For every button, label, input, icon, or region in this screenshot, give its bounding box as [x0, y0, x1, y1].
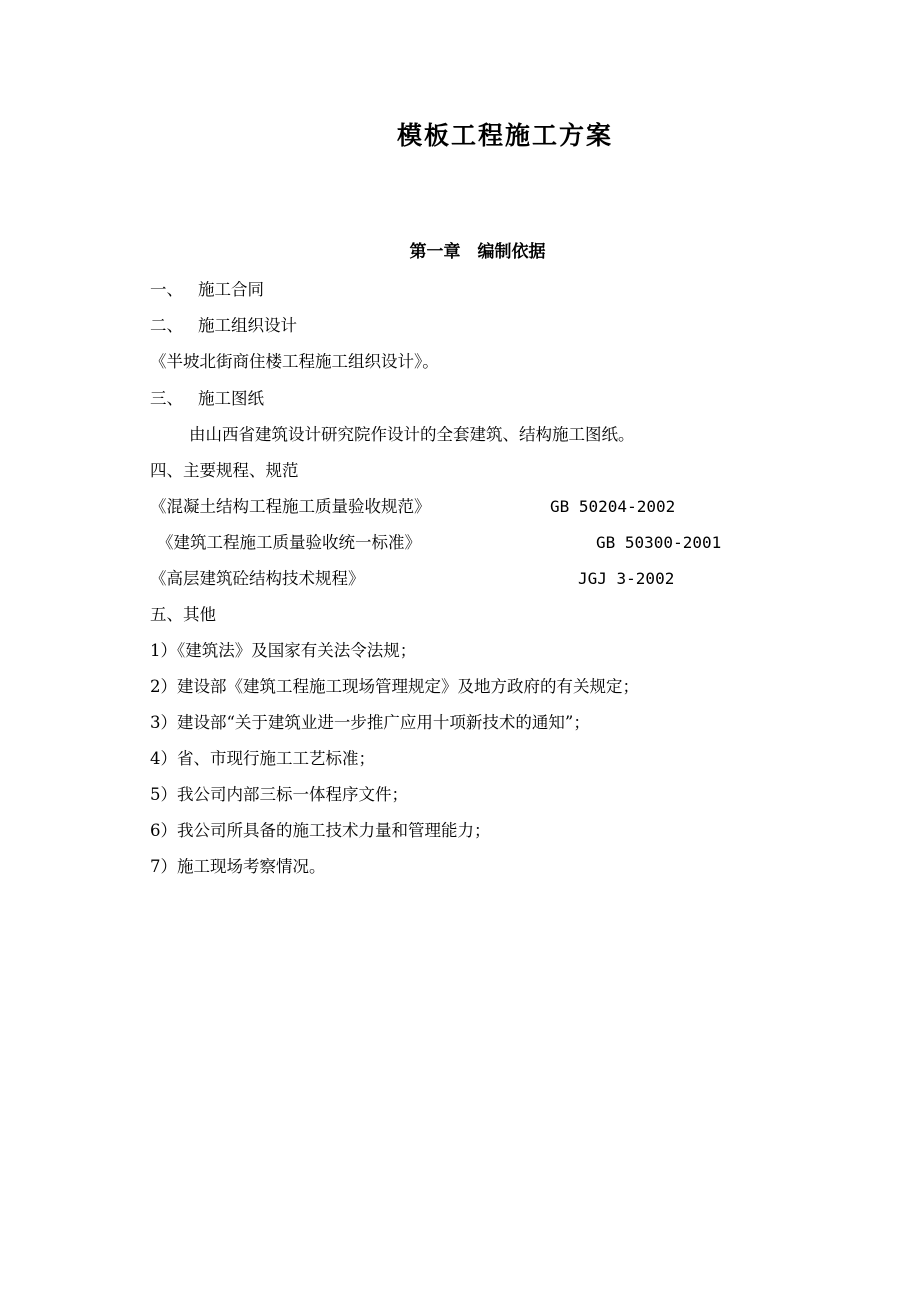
other-item: 4）省、市现行施工工艺标准； — [150, 749, 375, 768]
chapter-heading: 第一章 编制依据 — [409, 242, 546, 262]
standard-code: GB 50300-2001 — [596, 533, 722, 552]
standard-name: 《建筑工程施工质量验收统一标准》 — [157, 533, 421, 552]
section-4: 四、主要规程、规范 — [150, 461, 299, 480]
other-item: 2）建设部《建筑工程施工现场管理规定》及地方政府的有关规定； — [150, 677, 639, 696]
section-2-label: 施工组织设计 — [198, 316, 297, 335]
section-3-body: 由山西省建筑设计研究院作设计的全套建筑、结构施工图纸。 — [189, 425, 635, 444]
standard-code: GB 50204-2002 — [550, 497, 676, 516]
other-item: 1）《建筑法》及国家有关法令法规； — [150, 641, 417, 660]
section-1 — [150, 279, 264, 301]
standard-name: 《混凝土结构工程施工质量验收规范》 — [150, 497, 431, 516]
section-3-number: 三、 — [150, 389, 183, 408]
section-3 — [150, 388, 264, 410]
document-title: 模板工程施工方案 — [396, 121, 613, 150]
other-item: 6）我公司所具备的施工技术力量和管理能力； — [150, 821, 491, 840]
section-2-number: 二、 — [150, 316, 183, 335]
section-1-label: 施工合同 — [198, 280, 264, 299]
section-1-number: 一、 — [150, 280, 183, 299]
section-5: 五、其他 — [150, 605, 216, 624]
standard-name: 《高层建筑砼结构技术规程》 — [150, 569, 365, 588]
section-3-label: 施工图纸 — [198, 389, 264, 408]
section-2-body: 《半坡北街商住楼工程施工组织设计》。 — [150, 352, 439, 371]
standard-code: JGJ 3-2002 — [578, 569, 675, 588]
other-item: 5）我公司内部三标一体程序文件； — [150, 785, 408, 804]
other-item: 3）建设部“关于建筑业进一步推广应用十项新技术的通知”； — [150, 713, 590, 732]
section-2 — [150, 315, 297, 337]
other-item: 7）施工现场考察情况。 — [150, 857, 326, 876]
